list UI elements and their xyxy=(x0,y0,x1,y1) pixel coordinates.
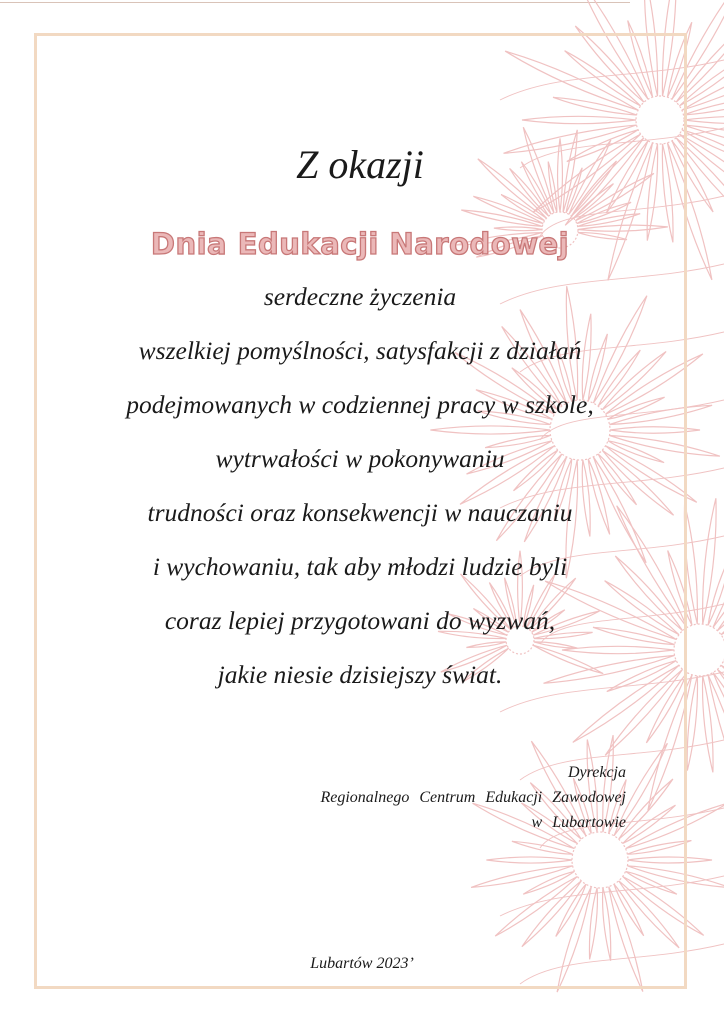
petal xyxy=(717,669,724,756)
petal xyxy=(703,498,717,624)
occasion-title: Dnia Edukacji Narodowej xyxy=(150,227,570,261)
wish-line: i wychowaniu, tak aby młodzi ludzie byli xyxy=(152,552,568,581)
top-rule xyxy=(0,2,630,3)
wish-line: jakie niesie dzisiejszy świat. xyxy=(217,660,503,689)
wishes-block xyxy=(40,270,680,702)
wish-line: trudności oraz konsekwencji w nauczaniu xyxy=(147,498,573,527)
petal xyxy=(708,675,724,810)
petal xyxy=(682,130,724,162)
wish-line: coraz lepiej przygotowani do wyzwań, xyxy=(164,606,556,635)
petal xyxy=(717,552,724,631)
signature-line: Regionalnego Centrum Edukacji Zawodowej xyxy=(320,789,626,806)
petal xyxy=(684,125,724,154)
petal xyxy=(708,552,724,625)
heading: Z okazji xyxy=(296,142,424,187)
signature-line: w Lubartowie xyxy=(531,814,626,831)
petal xyxy=(703,676,714,772)
petal xyxy=(684,116,724,123)
wish-line: podejmowanych w codziennej pracy w szkole, xyxy=(126,390,594,419)
petal xyxy=(713,673,724,743)
wish-line: serdeczne życzenia xyxy=(263,282,457,311)
wish-line: wytrwałości w pokonywaniu xyxy=(215,444,505,473)
wish-line: wszelkiej pomyślności, satysfakcji z działań xyxy=(138,336,582,365)
petal xyxy=(682,51,724,110)
petal xyxy=(684,96,724,115)
petal xyxy=(713,508,724,627)
greeting-body xyxy=(40,140,680,702)
place-date: Lubartów 2023’ xyxy=(310,955,414,972)
signature-block xyxy=(320,760,626,835)
petal xyxy=(687,676,697,771)
signature-line: Dyrekcja xyxy=(567,764,626,781)
